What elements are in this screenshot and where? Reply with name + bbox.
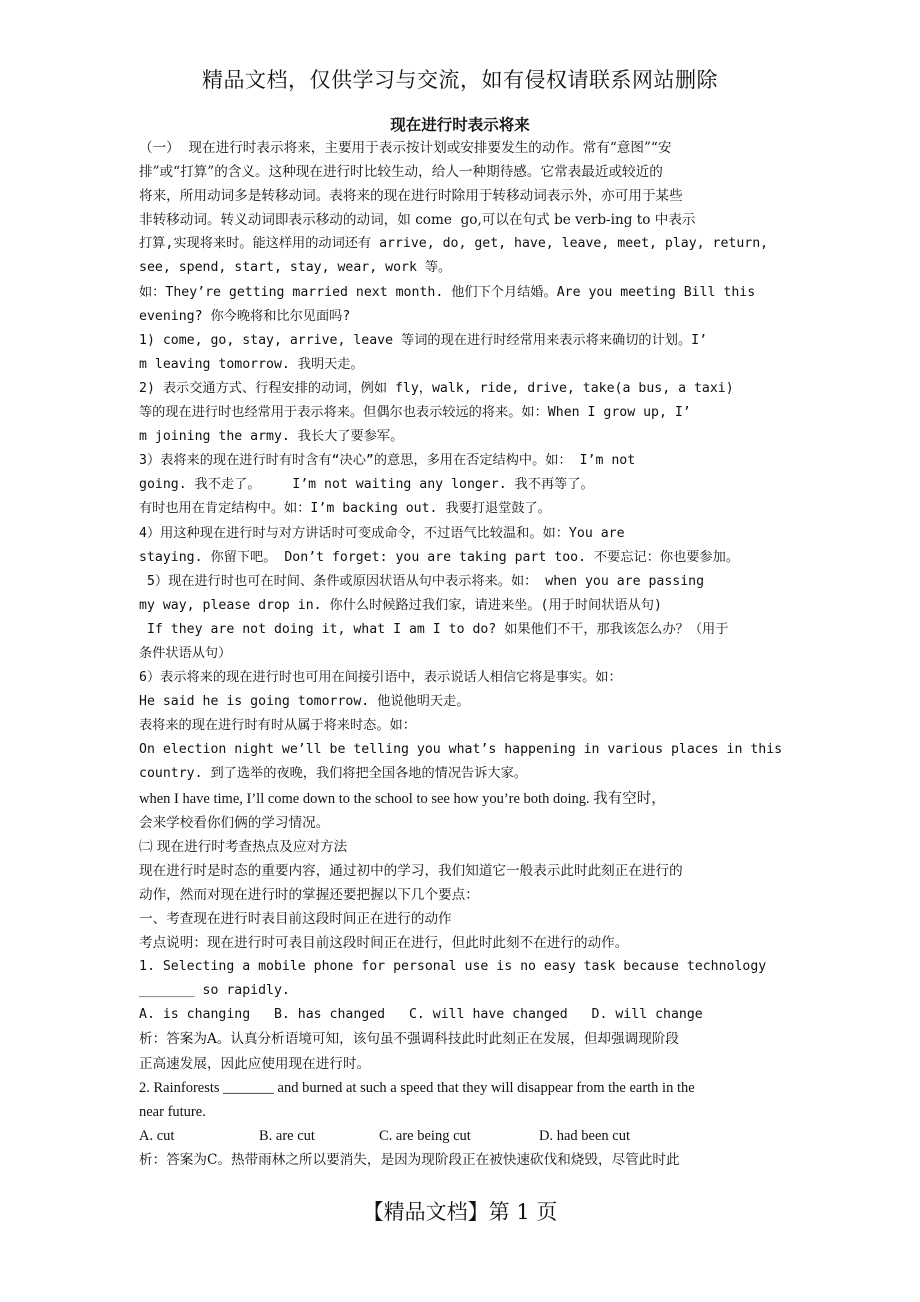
text-line: 非转移动词。转义动词即表示移动的动词，如 come go,可以在句式 be verb-ing to 中表示 <box>139 212 696 229</box>
text-line: 6）表示将来的现在进行时也可用在间接引语中，表示说话人相信它将是事实。如： <box>139 670 622 686</box>
document-body <box>139 136 819 1172</box>
text-line: On election night we’ll be telling you what’s happening in various places in this <box>139 742 783 758</box>
text-line: ㈡ 现在进行时考查热点及应对方法 <box>139 838 348 855</box>
text-line: 2) 表示交通方式、行程安排的动词，例如 fly，walk, ride, drive, take(a bus, a taxi) <box>139 380 734 396</box>
text-line: 考点说明：现在进行时可表目前这段时间正在进行，但此时此刻不在进行的动作。 <box>139 935 629 952</box>
text-line: my way, please drop in. 你什么时候路过我们家，请进来坐。(用于时间状语从句) <box>139 597 662 613</box>
text-line: 现在进行时是时态的重要内容，通过初中的学习，我们知道它一般表示此时此刻正在进行的 <box>139 862 683 879</box>
text-line: 条件状语从句） <box>139 645 232 661</box>
text-line: （一） 现在进行时表示将来，主要用于表示按计划或安排要发生的动作。常有“意图”“安 <box>139 140 672 156</box>
text-line: near future. <box>139 1103 206 1120</box>
option-d: D. had been cut <box>539 1127 630 1144</box>
page-footer: 【精品文档】第 1 页 <box>362 1200 558 1224</box>
text-line: 有时也用在肯定结构中。如：I’m backing out. 我要打退堂鼓了。 <box>139 501 551 517</box>
text-line: 会来学校看你们俩的学习情况。 <box>139 814 330 831</box>
option-c: C. are being cut <box>379 1127 471 1144</box>
text-line: going. 我不走了。 I’m not waiting any longer. 我不再等了。 <box>139 477 594 493</box>
text-line: 1) come, go, stay, arrive, leave 等词的现在进行时经常用来表示将来确切的计划。I’ <box>139 332 708 348</box>
text-line: evening? 你今晚将和比尔见面吗? <box>139 308 351 324</box>
text-line: 2. Rainforests _______ and burned at such a speed that they will disappear from the earth in the <box>139 1079 695 1096</box>
text-line: 1. Selecting a mobile phone for personal use is no easy task because technology <box>139 959 767 975</box>
text-line: 动作，然而对现在进行时的掌握还要把握以下几个要点： <box>139 886 479 903</box>
q2-options-line <box>139 1124 819 1148</box>
text-line: 打算,实现将来时。能这样用的动词还有 arrive, do, get, have, leave, meet, play, return, <box>139 236 769 252</box>
text-line: 5）现在进行时也可在时间、条件或原因状语从句中表示将来。如： when you are passing <box>139 573 705 589</box>
watermark-header: 精品文档，仅供学习与交流，如有侵权请联系网站删除 <box>202 68 718 92</box>
text-line: m leaving tomorrow. 我明天走。 <box>139 356 364 372</box>
text-line: when I have time, I’ll come down to the school to see how you’re both doing. 我有空时， <box>139 790 666 807</box>
text-line: 4）用这种现在进行时与对方讲话时可变成命令，不过语气比较温和。如：You are <box>139 525 625 541</box>
text-line: 将来，所用动词多是转移动词。表将来的现在进行时除用于转移动词表示外，亦可用于某些 <box>139 188 683 205</box>
text-line: m joining the army. 我长大了要参军。 <box>139 429 404 445</box>
text-line: 析：答案为A。认真分析语境可知，该句虽不强调科技此时此刻正在发展，但却强调现阶段 <box>139 1031 679 1048</box>
text-line: country. 到了选举的夜晚，我们将把全国各地的情况告诉大家。 <box>139 766 527 782</box>
text-line: 一、考查现在进行时表目前这段时间正在进行的动作 <box>139 911 452 927</box>
option-a: A. cut <box>139 1127 175 1144</box>
text-line: 等的现在进行时也经常用于表示将来。但偶尔也表示较远的将来。如：When I grow up, I’ <box>139 405 691 421</box>
text-line: 如：They’re getting married next month. 他们下个月结婚。Are you meeting Bill this <box>139 284 756 300</box>
text-line: 排”或“打算”的含义。这种现在进行时比较生动，给人一种期待感。它常表最近或较近的 <box>139 164 663 181</box>
text-line: see, spend, start, stay, wear, work 等。 <box>139 260 452 276</box>
text-line: 正高速发展，因此应使用现在进行时。 <box>139 1055 371 1072</box>
text-line: staying. 你留下吧。 Don’t forget: you are taking part too. 不要忘记：你也要参加。 <box>139 549 740 565</box>
text-line: He said he is going tomorrow. 他说他明天走。 <box>139 694 470 710</box>
text-line: _______ so rapidly. <box>139 983 290 999</box>
page-title: 现在进行时表示将来 <box>390 116 530 134</box>
text-line: A. is changing B. has changed C. will have changed D. will change <box>139 1007 703 1023</box>
text-line: 表将来的现在进行时有时从属于将来时态。如： <box>139 718 416 734</box>
text-line: 3）表将来的现在进行时有时含有“决心”的意思，多用在否定结构中。如： I’m not <box>139 453 636 469</box>
text-line: If they are not doing it, what I am I to do? 如果他们不干，那我该怎么办？（用于 <box>139 621 729 637</box>
text-line: 析：答案为C。热带雨林之所以要消失，是因为现阶段正在被快速砍伐和烧毁，尽管此时此 <box>139 1151 680 1168</box>
option-b: B. are cut <box>259 1127 315 1144</box>
